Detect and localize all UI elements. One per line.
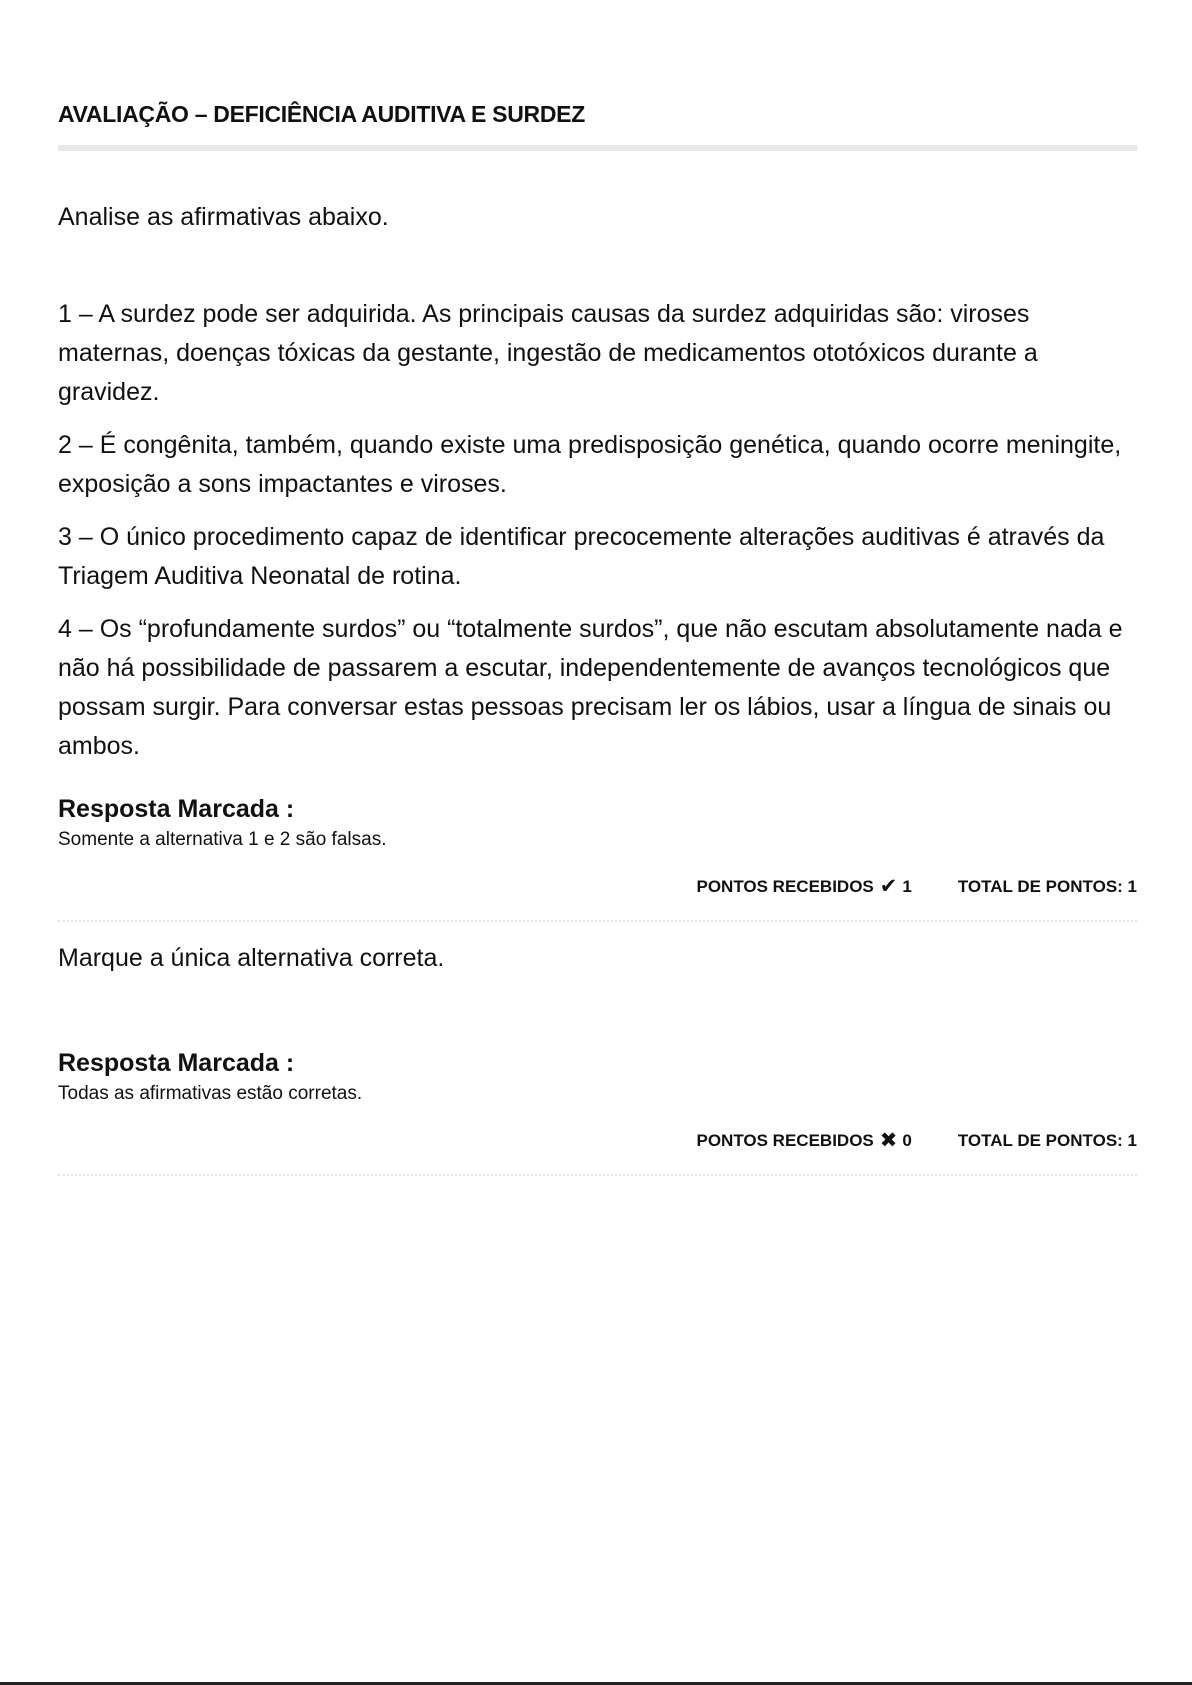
score-row-1	[58, 874, 1137, 900]
marked-answer-2	[58, 1046, 1137, 1108]
question-divider	[58, 1174, 1137, 1176]
points-received-value: 1	[902, 877, 912, 896]
question-prompt: Analise as afirmativas abaixo.	[58, 203, 389, 231]
statement-4: 4 – Os “profundamente surdos” ou “totalmente surdos”, que não escutam absolutamente nada e não há possibilidade de passarem a escutar, independentemente de avanços tecnológicos que possam surgir. Para conversar estas pessoas precisam ler os lábios, usar a língua de sinais ou ambos.	[58, 615, 1123, 760]
question-1	[58, 198, 1137, 780]
points-received-value: 0	[902, 1131, 912, 1150]
statement-list	[58, 295, 1137, 766]
points-received	[696, 877, 911, 897]
statement-3: 3 – O único procedimento capaz de identificar precocemente alterações auditivas é através da Triagem Auditiva Neonatal de rotina.	[58, 523, 1105, 590]
points-received-label: PONTOS RECEBIDOS	[696, 1131, 874, 1150]
score-row-2	[58, 1128, 1137, 1154]
title-divider	[58, 145, 1137, 151]
question-divider	[58, 920, 1137, 922]
statement-2: 2 – É congênita, também, quando existe uma predisposição genética, quando ocorre meningite, exposição a sons impactantes e viroses.	[58, 431, 1122, 498]
answer-label: Resposta Marcada :	[58, 1049, 295, 1077]
statement-1: 1 – A surdez pode ser adquirida. As principais causas da surdez adquiridas são: viroses maternas, doenças tóxicas da gestante, ingestão de medicamentos ototóxicos durante a gravidez.	[58, 300, 1038, 406]
answer-text: Todas as afirmativas estão corretas.	[58, 1083, 363, 1104]
points-received-label: PONTOS RECEBIDOS	[696, 877, 874, 896]
check-icon: ✔	[879, 875, 898, 898]
total-points: TOTAL DE PONTOS: 1	[957, 1131, 1137, 1150]
total-points: TOTAL DE PONTOS: 1	[957, 877, 1137, 896]
cross-icon: ✖	[879, 1129, 898, 1152]
points-received	[696, 1131, 911, 1151]
page-title: AVALIAÇÃO – DEFICIÊNCIA AUDITIVA E SURDEZ	[58, 101, 585, 127]
answer-text: Somente a alternativa 1 e 2 são falsas.	[58, 829, 387, 850]
question-2	[58, 939, 1137, 978]
marked-answer-1	[58, 792, 1137, 854]
question-prompt: Marque a única alternativa correta.	[58, 944, 445, 972]
answer-label: Resposta Marcada :	[58, 795, 295, 823]
